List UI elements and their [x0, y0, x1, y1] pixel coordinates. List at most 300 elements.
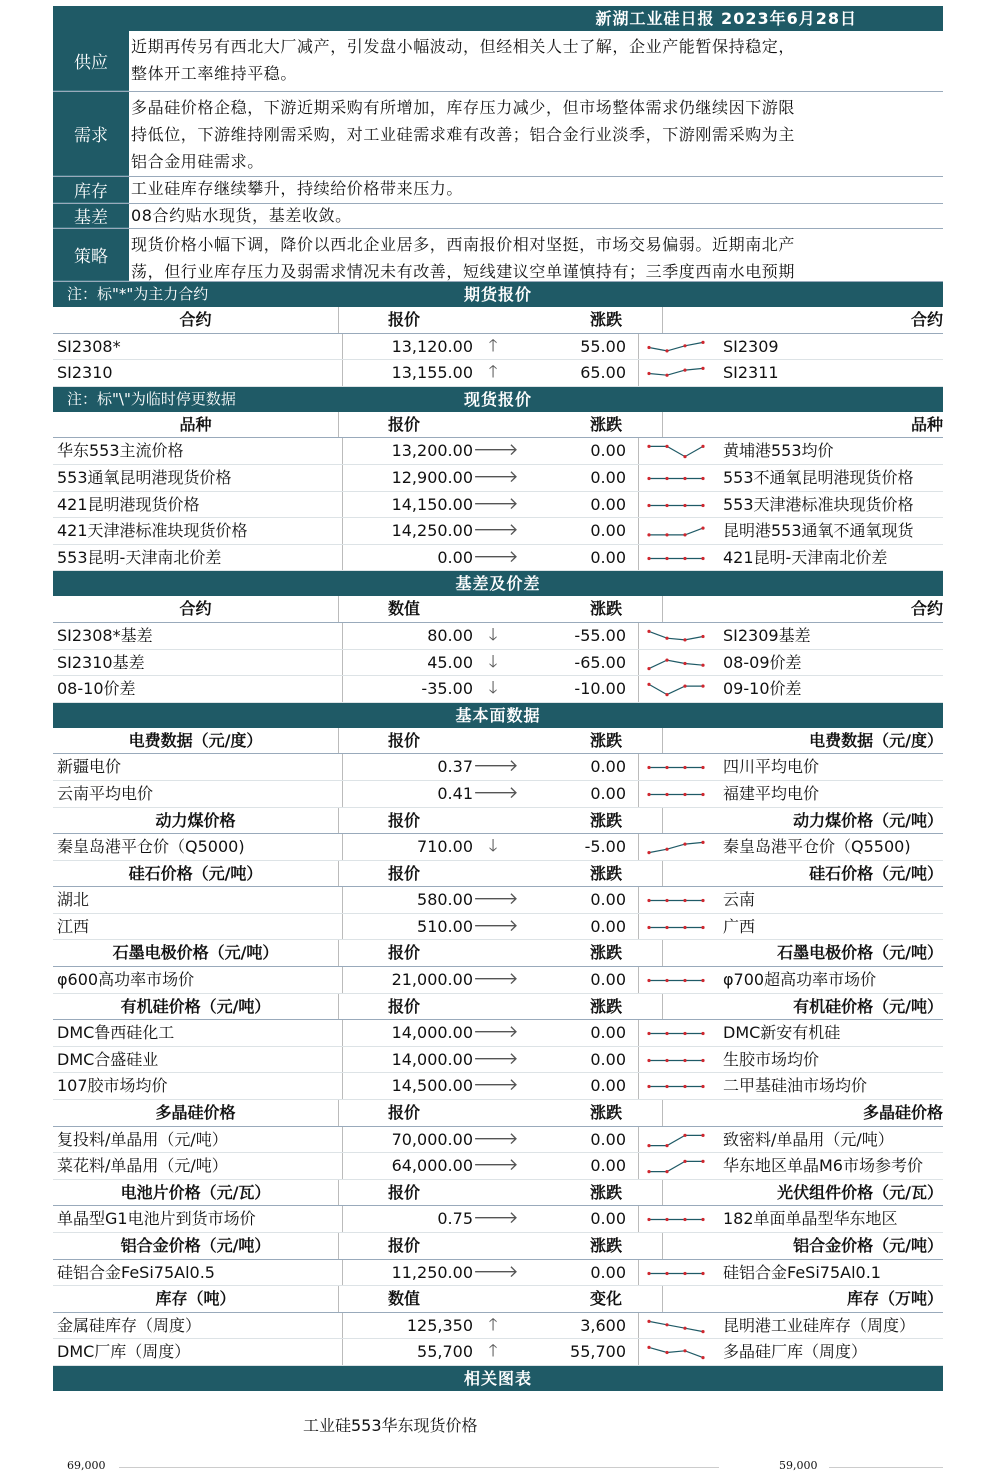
header-cell	[663, 1100, 739, 1126]
header-cell	[663, 861, 739, 887]
sparkline-point	[701, 477, 704, 480]
table-header	[53, 412, 943, 439]
table-row	[53, 465, 943, 492]
sparkline	[645, 441, 709, 461]
sparkline-point	[683, 1160, 686, 1163]
trend-cell	[639, 1073, 715, 1099]
sparkline-point	[701, 527, 704, 530]
header-cell	[663, 728, 739, 754]
trend-cell	[639, 1047, 715, 1073]
header-cell	[469, 808, 509, 834]
item-name-2: 云南	[723, 890, 756, 910]
sparkline-point	[665, 1144, 668, 1147]
header-cell: 光伏组件价格（元/瓦）	[777, 1182, 943, 1202]
table-header	[53, 1286, 943, 1313]
header-cell: 变化	[509, 1286, 663, 1312]
sparkline-point	[647, 557, 650, 560]
trend-cell	[639, 914, 715, 940]
table-row	[53, 360, 943, 387]
item-value: 710.00	[417, 837, 473, 857]
sparkline-point	[683, 899, 686, 902]
item-name: 107胶市场均价	[53, 1073, 343, 1099]
item-value: 14,000.00	[391, 1023, 473, 1043]
arrow-right-icon: 🡒	[473, 520, 519, 541]
item-name: 单晶型G1电池片到货市场价	[53, 1206, 343, 1232]
item-name-2: φ700超高功率市场价	[723, 970, 877, 990]
sparkline-point	[665, 926, 668, 929]
sparkline-point	[665, 979, 668, 982]
arrow-down-icon: 🡓	[488, 678, 498, 699]
summary-row	[53, 204, 943, 229]
table-header	[53, 596, 943, 623]
header-cell: 石墨电极价格（元/吨）	[53, 940, 339, 966]
table-row	[53, 1339, 943, 1366]
sparkline-point	[665, 374, 668, 377]
item-value: 580.00	[417, 890, 473, 910]
table-row	[53, 1047, 943, 1074]
summary-line: 08合约贴水现货，基差收敛。	[131, 206, 352, 225]
summary-row	[53, 177, 943, 204]
sparkline-point	[647, 683, 650, 686]
item-change: 0.00	[513, 1260, 639, 1286]
sparkline-point	[665, 1085, 668, 1088]
item-name: SI2310基差	[53, 650, 343, 676]
sparkline-line	[649, 1162, 703, 1172]
summary-text	[53, 204, 943, 228]
trend-cell	[639, 650, 715, 676]
sparkline-point	[665, 1323, 668, 1326]
arrow-right-icon: 🡒	[473, 466, 519, 487]
sparkline	[645, 1316, 709, 1336]
table-row	[53, 650, 943, 677]
sparkline-point	[665, 1218, 668, 1221]
item-name: 421天津港标准块现货价格	[53, 518, 343, 544]
summary-text	[53, 229, 943, 281]
sparkline-point	[683, 1032, 686, 1035]
sparkline-point	[665, 503, 668, 506]
arrow-right-icon: 🡒	[473, 782, 519, 803]
sparkline-point	[665, 1271, 668, 1274]
item-name: 菜花料/单晶用（元/吨）	[53, 1153, 343, 1179]
item-name-2: 09-10价差	[723, 679, 802, 699]
header-cell: 库存（吨）	[53, 1286, 339, 1312]
item-name-2: 福建平均电价	[723, 783, 820, 803]
table-row	[53, 1313, 943, 1340]
header-cell: 涨跌	[509, 1100, 663, 1126]
trend-cell	[639, 360, 715, 386]
header-cell: 品种	[910, 414, 943, 434]
item-value: 12,900.00	[391, 467, 473, 487]
item-change: 0.00	[513, 1153, 639, 1179]
sparkline-point	[701, 1032, 704, 1035]
header-cell	[469, 307, 509, 333]
section-title: 期货报价	[463, 285, 532, 304]
summary-line: 工业硅库存继续攀升，持续给价格带来压力。	[131, 179, 464, 198]
summary-text	[53, 177, 943, 203]
summary-label: 库存	[53, 177, 129, 203]
section-bar	[53, 282, 943, 307]
sparkline	[645, 1130, 709, 1150]
item-name: 421昆明港现货价格	[53, 492, 343, 518]
item-change: 0.00	[513, 781, 639, 807]
section-title: 基本面数据	[455, 705, 541, 725]
item-change: 0.00	[513, 914, 639, 940]
item-change: -65.00	[513, 650, 639, 676]
header-cell: 品种	[53, 412, 339, 438]
table-header	[53, 994, 943, 1021]
header-cell: 涨跌	[509, 808, 663, 834]
sparkline	[645, 917, 709, 937]
item-change: 0.00	[513, 518, 639, 544]
item-value: 64,000.00	[391, 1156, 473, 1176]
sparkline-point	[647, 445, 650, 448]
summary-line: 近期再传另有西北大厂减产，引发盘小幅波动，但经相关人士了解，企业产能暂保持稳定，	[131, 37, 796, 56]
sparkline-line	[649, 342, 703, 351]
sparkline-point	[647, 1271, 650, 1274]
sparkline-point	[701, 1133, 704, 1136]
header-cell: 数值	[387, 1289, 420, 1309]
item-name: φ600高功率市场价	[53, 967, 343, 993]
item-name: 553昆明-天津南北价差	[53, 545, 343, 571]
item-name: 硅铝合金FeSi75Al0.5	[53, 1260, 343, 1286]
item-name-2: SI2309	[723, 336, 779, 356]
header-cell: 涨跌	[509, 307, 663, 333]
arrow-right-icon: 🡒	[473, 1208, 519, 1229]
sparkline-point	[683, 477, 686, 480]
sparkline-point	[701, 557, 704, 560]
sparkline-line	[649, 1135, 703, 1145]
sparkline-point	[665, 1351, 668, 1354]
trend-cell	[639, 1020, 715, 1046]
sparkline-point	[701, 1330, 704, 1333]
table-row	[53, 914, 943, 941]
header-cell: 动力煤价格	[53, 808, 339, 834]
table-row	[53, 1153, 943, 1180]
sparkline-point	[647, 1320, 650, 1323]
sparkline-point	[647, 630, 650, 633]
item-name: SI2310	[53, 360, 343, 386]
header-cell: 多晶硅价格	[53, 1100, 339, 1126]
sparkline-point	[701, 1356, 704, 1359]
chart-gridline	[119, 1467, 719, 1468]
sparkline-point	[647, 1346, 650, 1349]
header-cell: 电费数据（元/度）	[53, 728, 339, 754]
sparkline-point	[647, 1144, 650, 1147]
sparkline-point	[683, 1271, 686, 1274]
summary-row	[53, 229, 943, 282]
header-cell: 硅石价格（元/吨）	[809, 863, 943, 883]
item-value: 0.41	[437, 783, 473, 803]
arrow-right-icon: 🡒	[473, 756, 519, 777]
sparkline-point	[647, 533, 650, 536]
sparkline-point	[647, 766, 650, 769]
sparkline-point	[683, 533, 686, 536]
sparkline-point	[665, 693, 668, 696]
sparkline	[645, 548, 709, 568]
sparkline	[645, 1023, 709, 1043]
chart-y-label-right: 59,000	[779, 1458, 818, 1472]
trend-cell	[639, 1206, 715, 1232]
sparkline-point	[647, 899, 650, 902]
header-cell: 报价	[387, 996, 420, 1016]
trend-cell	[639, 334, 715, 360]
table-header	[53, 728, 943, 755]
sparkline-point	[647, 851, 650, 854]
item-value: 13,200.00	[391, 441, 473, 461]
arrow-right-icon: 🡒	[473, 546, 519, 567]
arrow-right-icon: 🡒	[473, 915, 519, 936]
summary-block	[53, 31, 943, 282]
section-bar	[53, 387, 943, 412]
header-cell: 库存（万吨）	[846, 1289, 943, 1309]
sparkline-line	[649, 447, 703, 457]
sparkline-line	[649, 1348, 703, 1358]
sparkline-point	[683, 1059, 686, 1062]
table-header	[53, 861, 943, 888]
table-row	[53, 834, 943, 861]
item-change: -5.00	[513, 834, 639, 860]
header-cell: 电池片价格（元/瓦）	[53, 1180, 339, 1206]
header-cell: 涨跌	[509, 412, 663, 438]
trend-cell	[639, 1153, 715, 1179]
item-value: 55,700	[417, 1342, 473, 1362]
arrow-right-icon: 🡒	[473, 1155, 519, 1176]
related-charts-title: 相关图表	[463, 1368, 532, 1388]
table-row	[53, 1020, 943, 1047]
item-value: 13,120.00	[391, 336, 473, 356]
arrow-up-icon: 🡑	[488, 335, 498, 356]
sparkline-point	[683, 685, 686, 688]
summary-text	[53, 92, 943, 176]
sparkline	[645, 653, 709, 673]
item-value: 14,250.00	[391, 521, 473, 541]
sparkline	[645, 1076, 709, 1096]
sparkline-point	[701, 841, 704, 844]
item-change: 0.00	[513, 438, 639, 464]
item-change: 65.00	[513, 360, 639, 386]
arrow-right-icon: 🡒	[473, 1048, 519, 1069]
sparkline-point	[665, 477, 668, 480]
sparkline-point	[647, 667, 650, 670]
trend-cell	[639, 834, 715, 860]
header-cell	[663, 994, 739, 1020]
header-cell: 报价	[387, 943, 420, 963]
table-row	[53, 623, 943, 650]
item-name-2: 四川平均电价	[723, 757, 820, 777]
arrow-down-icon: 🡓	[488, 624, 498, 645]
item-name: DMC厂库（周度）	[53, 1339, 343, 1365]
sparkline-point	[701, 1059, 704, 1062]
header-cell: 报价	[387, 310, 420, 329]
sparkline	[645, 784, 709, 804]
item-name-2: DMC新安有机硅	[723, 1023, 841, 1043]
sparkline-point	[683, 926, 686, 929]
trend-cell	[639, 623, 715, 649]
arrow-down-icon: 🡓	[488, 651, 498, 672]
sparkline-point	[647, 503, 650, 506]
header-cell: 合约	[910, 310, 943, 329]
summary-line: 现货价格小幅下调，降价以西北企业居多，西南报价相对坚挺，市场交易偏弱。近期南北产	[131, 235, 796, 254]
item-name-2: 黄埔港553均价	[723, 441, 834, 461]
header-cell: 合约	[53, 596, 339, 622]
sparkline-point	[701, 685, 704, 688]
header-cell	[663, 940, 739, 966]
arrow-down-icon: 🡓	[488, 836, 498, 857]
header-cell: 涨跌	[509, 1180, 663, 1206]
header-cell: 涨跌	[509, 1233, 663, 1259]
section-bar	[53, 703, 943, 728]
sparkline	[645, 970, 709, 990]
table-header	[53, 307, 943, 334]
sparkline-point	[647, 1032, 650, 1035]
item-name-2: 421昆明-天津南北价差	[723, 547, 888, 567]
arrow-up-icon: 🡑	[488, 362, 498, 383]
sparkline-point	[665, 899, 668, 902]
header-cell	[469, 728, 509, 754]
sparkline-point	[665, 637, 668, 640]
summary-label: 基差	[53, 204, 129, 228]
table-header	[53, 1233, 943, 1260]
item-name: 新疆电价	[53, 754, 343, 780]
trend-cell	[639, 1313, 715, 1339]
table-row	[53, 1127, 943, 1154]
trend-cell	[639, 492, 715, 518]
header-cell	[469, 596, 509, 622]
header-cell	[469, 1233, 509, 1259]
header-cell	[469, 1180, 509, 1206]
sparkline-point	[683, 344, 686, 347]
trend-cell	[639, 518, 715, 544]
item-change: 0.00	[513, 887, 639, 913]
item-name: 复投料/单晶用（元/吨）	[53, 1127, 343, 1153]
summary-label: 需求	[53, 92, 129, 176]
section-note: 注：标"\"为临时停更数据	[67, 389, 236, 408]
report-title: 新湖工业硅日报 2023年6月28日	[595, 9, 857, 28]
table-row	[53, 545, 943, 572]
section-note: 注：标"*"为主力合约	[67, 285, 209, 303]
header-cell: 有机硅价格（元/吨）	[53, 994, 339, 1020]
trend-cell	[639, 967, 715, 993]
chart-gridline-right	[829, 1467, 943, 1468]
item-name: DMC鲁西硅化工	[53, 1020, 343, 1046]
item-change: 0.00	[513, 492, 639, 518]
sparkline	[645, 1342, 709, 1362]
sparkline-point	[683, 1326, 686, 1329]
header-cell	[663, 412, 739, 438]
header-cell: 动力煤价格（元/吨）	[793, 810, 943, 830]
item-change: 0.00	[513, 1047, 639, 1073]
header-cell	[469, 1100, 509, 1126]
header-cell	[663, 1180, 739, 1206]
sparkline-point	[701, 445, 704, 448]
item-value: 0.37	[437, 757, 473, 777]
header-cell: 涨跌	[509, 596, 663, 622]
sparkline-point	[647, 372, 650, 375]
related-charts-bar	[53, 1366, 943, 1391]
item-name-2: 二甲基硅油市场均价	[723, 1076, 868, 1096]
sparkline-point	[701, 1085, 704, 1088]
header-cell	[663, 808, 739, 834]
sparkline-point	[665, 658, 668, 661]
sparkline	[645, 495, 709, 515]
sparkline	[645, 1050, 709, 1070]
item-name-2: 华东地区单晶M6市场参考价	[723, 1156, 923, 1176]
summary-text	[53, 31, 943, 91]
item-name-2: 08-09价差	[723, 652, 802, 672]
item-name-2: 182单面单晶型华东地区	[723, 1209, 898, 1229]
item-name-2: SI2311	[723, 363, 779, 383]
item-name-2: 553不通氧昆明港现货价格	[723, 467, 914, 487]
sparkline-point	[665, 1032, 668, 1035]
sparkline-point	[701, 635, 704, 638]
header-cell: 报价	[387, 810, 420, 830]
header-cell: 报价	[387, 1236, 420, 1255]
item-name-2: 广西	[723, 916, 756, 936]
sparkline-point	[683, 1350, 686, 1353]
summary-label: 策略	[53, 229, 129, 281]
trend-cell	[639, 1260, 715, 1286]
sparkline-point	[647, 1218, 650, 1221]
header-cell	[469, 940, 509, 966]
sparkline-point	[701, 503, 704, 506]
header-cell: 涨跌	[509, 994, 663, 1020]
sparkline-point	[665, 1059, 668, 1062]
summary-line: 铝合金用硅需求。	[131, 152, 264, 171]
sparkline-point	[683, 1133, 686, 1136]
sparkline-line	[649, 631, 703, 640]
sparkline	[645, 679, 709, 699]
sparkline-point	[683, 793, 686, 796]
header-cell: 报价	[387, 1182, 420, 1202]
trend-cell	[639, 781, 715, 807]
item-change: 55.00	[513, 334, 639, 360]
header-cell	[663, 307, 739, 333]
table-header	[53, 1100, 943, 1127]
sparkline	[645, 1263, 709, 1283]
sparkline-point	[683, 766, 686, 769]
summary-line: 荡，但行业库存压力及弱需求情况未有改善，短线建议空单谨慎持有；三季度西南水电预期	[131, 262, 796, 281]
item-change: 0.00	[513, 1206, 639, 1232]
header-cell	[469, 861, 509, 887]
arrow-right-icon: 🡒	[473, 493, 519, 514]
tables-block	[53, 282, 943, 1366]
item-name: SI2308*基差	[53, 623, 343, 649]
item-value: 45.00	[427, 652, 473, 672]
sparkline-line	[649, 1321, 703, 1331]
item-name: 金属硅库存（周度）	[53, 1313, 343, 1339]
trend-cell	[639, 754, 715, 780]
header-cell: 多晶硅价格	[862, 1103, 943, 1123]
header-cell: 报价	[387, 730, 420, 750]
header-cell: 合约	[910, 599, 943, 619]
table-row	[53, 438, 943, 465]
item-value: 510.00	[417, 916, 473, 936]
sparkline-point	[683, 661, 686, 664]
table-header	[53, 1180, 943, 1207]
item-name-2: 昆明港工业硅库存（周度）	[723, 1315, 916, 1335]
table-row	[53, 781, 943, 808]
item-value: 80.00	[427, 625, 473, 645]
trend-cell	[639, 545, 715, 571]
item-value: 13,155.00	[391, 363, 473, 383]
header-cell	[663, 1233, 739, 1259]
header-cell: 报价	[387, 1103, 420, 1123]
sparkline-point	[665, 793, 668, 796]
sparkline-point	[683, 557, 686, 560]
related-chart	[53, 1391, 943, 1481]
arrow-right-icon: 🡒	[473, 440, 519, 461]
section-bar	[53, 571, 943, 596]
